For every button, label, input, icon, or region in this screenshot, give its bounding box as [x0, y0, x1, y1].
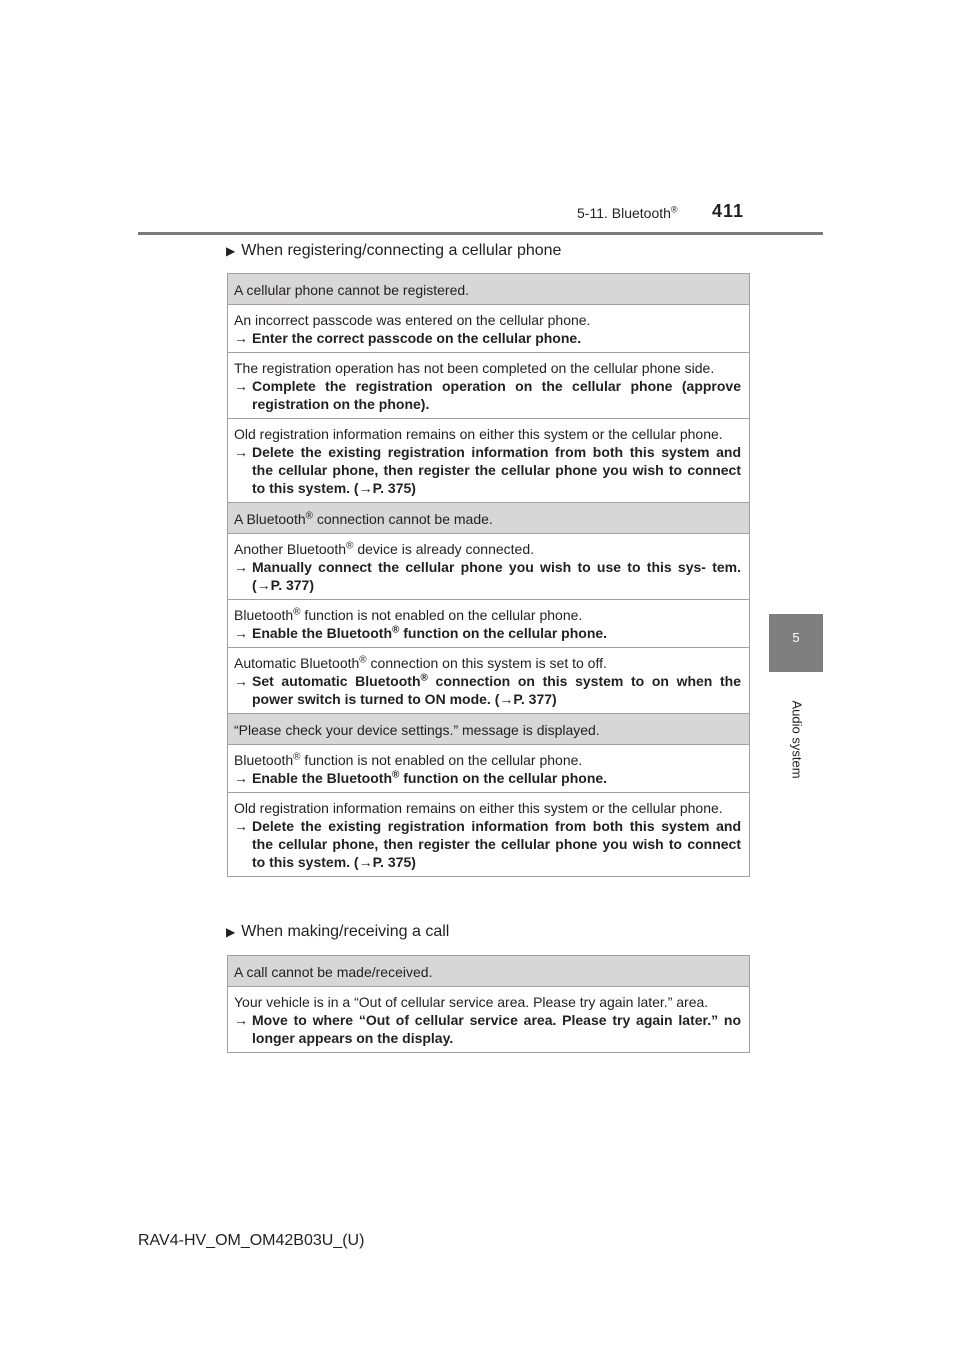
chapter-tab [769, 614, 823, 672]
table-header-row: A cellular phone cannot be registered. [228, 274, 749, 305]
page-number: 411 [712, 201, 745, 221]
table-row [228, 353, 749, 419]
arrow-icon: → [234, 770, 248, 786]
solution-text: → Enter the correct passcode on the cellular phone. [234, 330, 582, 346]
table-row [228, 419, 749, 503]
solution-text: → Enable the Bluetooth® function on the cellular phone. [234, 624, 608, 641]
section-heading-calling: ▶ When making/receiving a call [226, 923, 450, 940]
solution-text: → Manually connect the cellular phone you wish to use to this sys- tem. (→P. 377) [234, 559, 741, 593]
troubleshooting-table-calling [227, 955, 750, 1053]
cause-text: Old registration information remains on either this system or the cellular phone. [234, 800, 723, 816]
arrow-icon: → [234, 1012, 248, 1028]
arrow-icon: → [499, 691, 514, 707]
cause-text: Bluetooth® function is not enabled on the cellular phone. [234, 751, 583, 768]
cause-text: Another Bluetooth® device is already connected. [234, 540, 535, 557]
arrow-icon: → [234, 559, 248, 575]
solution-text: → Delete the existing registration information from both this system and the cellular phone, then register the cellular phone you wish to connect to this system. (→P. 375) [234, 818, 741, 870]
arrow-icon: → [234, 378, 248, 394]
arrow-icon: → [256, 577, 271, 593]
solution-text: → Move to where “Out of cellular service area. Please try again later.” no longer appears on the display. [234, 1012, 741, 1046]
table-row [228, 305, 749, 353]
table-row [228, 534, 749, 600]
solution-text: → Delete the existing registration information from both this system and the cellular phone, then register the cellular phone you wish to connect to this system. (→P. 375) [234, 444, 741, 496]
arrow-icon: → [358, 854, 373, 870]
solution-text: → Enable the Bluetooth® function on the cellular phone. [234, 769, 608, 786]
solution-text: → Complete the registration operation on the cellular phone (approve registration on the phone). [234, 378, 741, 412]
cause-text: The registration operation has not been completed on the cellular phone side. [234, 360, 715, 376]
triangle-bullet-icon: ▶ [226, 244, 236, 258]
cause-text: Automatic Bluetooth® connection on this system is set to off. [234, 654, 607, 671]
header-section-title: 5-11. Bluetooth® [577, 204, 678, 221]
arrow-icon: → [234, 444, 248, 460]
arrow-icon: → [234, 330, 248, 346]
table-header-row: A call cannot be made/received. [228, 956, 749, 987]
cause-text: Your vehicle is in a “Out of cellular service area. Please try again later.” area. [234, 994, 709, 1010]
triangle-bullet-icon: ▶ [226, 925, 236, 939]
cause-text: Bluetooth® function is not enabled on the cellular phone. [234, 606, 583, 623]
table-row [228, 600, 749, 648]
arrow-icon: → [234, 818, 248, 834]
table-row [228, 793, 749, 876]
table-header-row: A Bluetooth® connection cannot be made. [228, 503, 749, 534]
table-header-row: “Please check your device settings.” message is displayed. [228, 714, 749, 745]
arrow-icon: → [234, 625, 248, 641]
section-heading-registering: ▶ When registering/connecting a cellular phone [226, 242, 562, 259]
arrow-icon: → [234, 673, 248, 689]
header-divider [138, 232, 823, 235]
table-row [228, 987, 749, 1052]
cause-text: Old registration information remains on either this system or the cellular phone. [234, 426, 723, 442]
troubleshooting-table-registering [227, 273, 750, 877]
cause-text: An incorrect passcode was entered on the cellular phone. [234, 312, 591, 328]
table-row [228, 745, 749, 793]
solution-text: → Set automatic Bluetooth® connection on this system to on when the power switch is turned to ON mode. (→P. 377) [234, 672, 741, 707]
chapter-label: Audio system [789, 700, 805, 779]
chapter-number: 5 [792, 630, 800, 645]
arrow-icon: → [358, 480, 373, 496]
table-row [228, 648, 749, 714]
document-code: RAV4-HV_OM_OM42B03U_(U) [138, 1232, 365, 1249]
